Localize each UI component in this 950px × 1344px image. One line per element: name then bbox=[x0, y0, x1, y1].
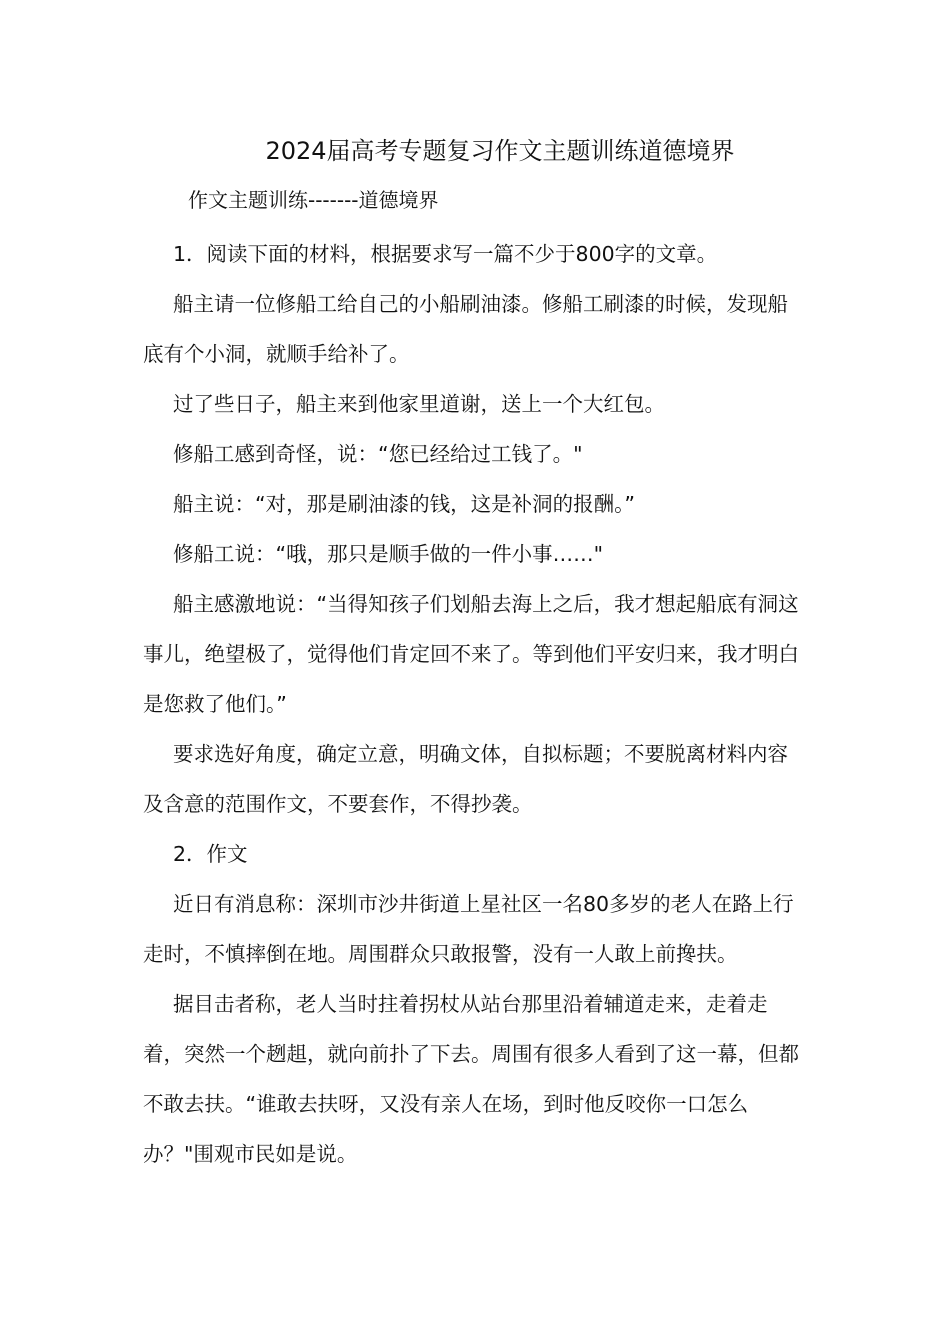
document-title: 2024届高考专题复习作文主题训练道德境界 bbox=[265, 137, 735, 165]
paragraph: 船主请一位修船工给自己的小船刷油漆。修船工刷漆的时候，发现船底有个小洞，就顺手给补了。 bbox=[143, 292, 788, 366]
paragraph-question-2: 2．作文 bbox=[173, 842, 248, 866]
document-body bbox=[143, 229, 807, 1179]
paragraph: 修船工感到奇怪，说：“您已经给过工钱了。" bbox=[173, 442, 583, 466]
paragraph: 据目击者称，老人当时拄着拐杖从站台那里沿着辅道走来，走着走着，突然一个趔趄，就向前扑了下去。周围有很多人看到了这一幕，但都不敢去扶。“谁敢去扶呀，又没有亲人在场，到时他反咬你一口怎么办？"围观市民如是说。 bbox=[143, 992, 799, 1166]
document-subtitle: 作文主题训练-------道德境界 bbox=[188, 188, 439, 212]
paragraph-question-1: 1．阅读下面的材料，根据要求写一篇不少于800字的文章。 bbox=[173, 242, 718, 266]
paragraph: 修船工说：“哦，那只是顺手做的一件小事……" bbox=[173, 542, 604, 566]
paragraph: 船主说：“对，那是刷油漆的钱，这是补洞的报酬。” bbox=[173, 492, 635, 516]
paragraph: 近日有消息称：深圳市沙井街道上星社区一名80多岁的老人在路上行走时，不慎摔倒在地。周围群众只敢报警，没有一人敢上前搀扶。 bbox=[143, 892, 794, 966]
paragraph-requirements: 要求选好角度，确定立意，明确文体，自拟标题；不要脱离材料内容及含意的范围作文，不要套作，不得抄袭。 bbox=[143, 742, 788, 816]
paragraph: 船主感激地说：“当得知孩子们划船去海上之后，我才想起船底有洞这事儿，绝望极了，觉得他们肯定回不来了。等到他们平安归来，我才明白是您救了他们。” bbox=[143, 592, 799, 716]
paragraph: 过了些日子，船主来到他家里道谢，送上一个大红包。 bbox=[173, 392, 665, 416]
